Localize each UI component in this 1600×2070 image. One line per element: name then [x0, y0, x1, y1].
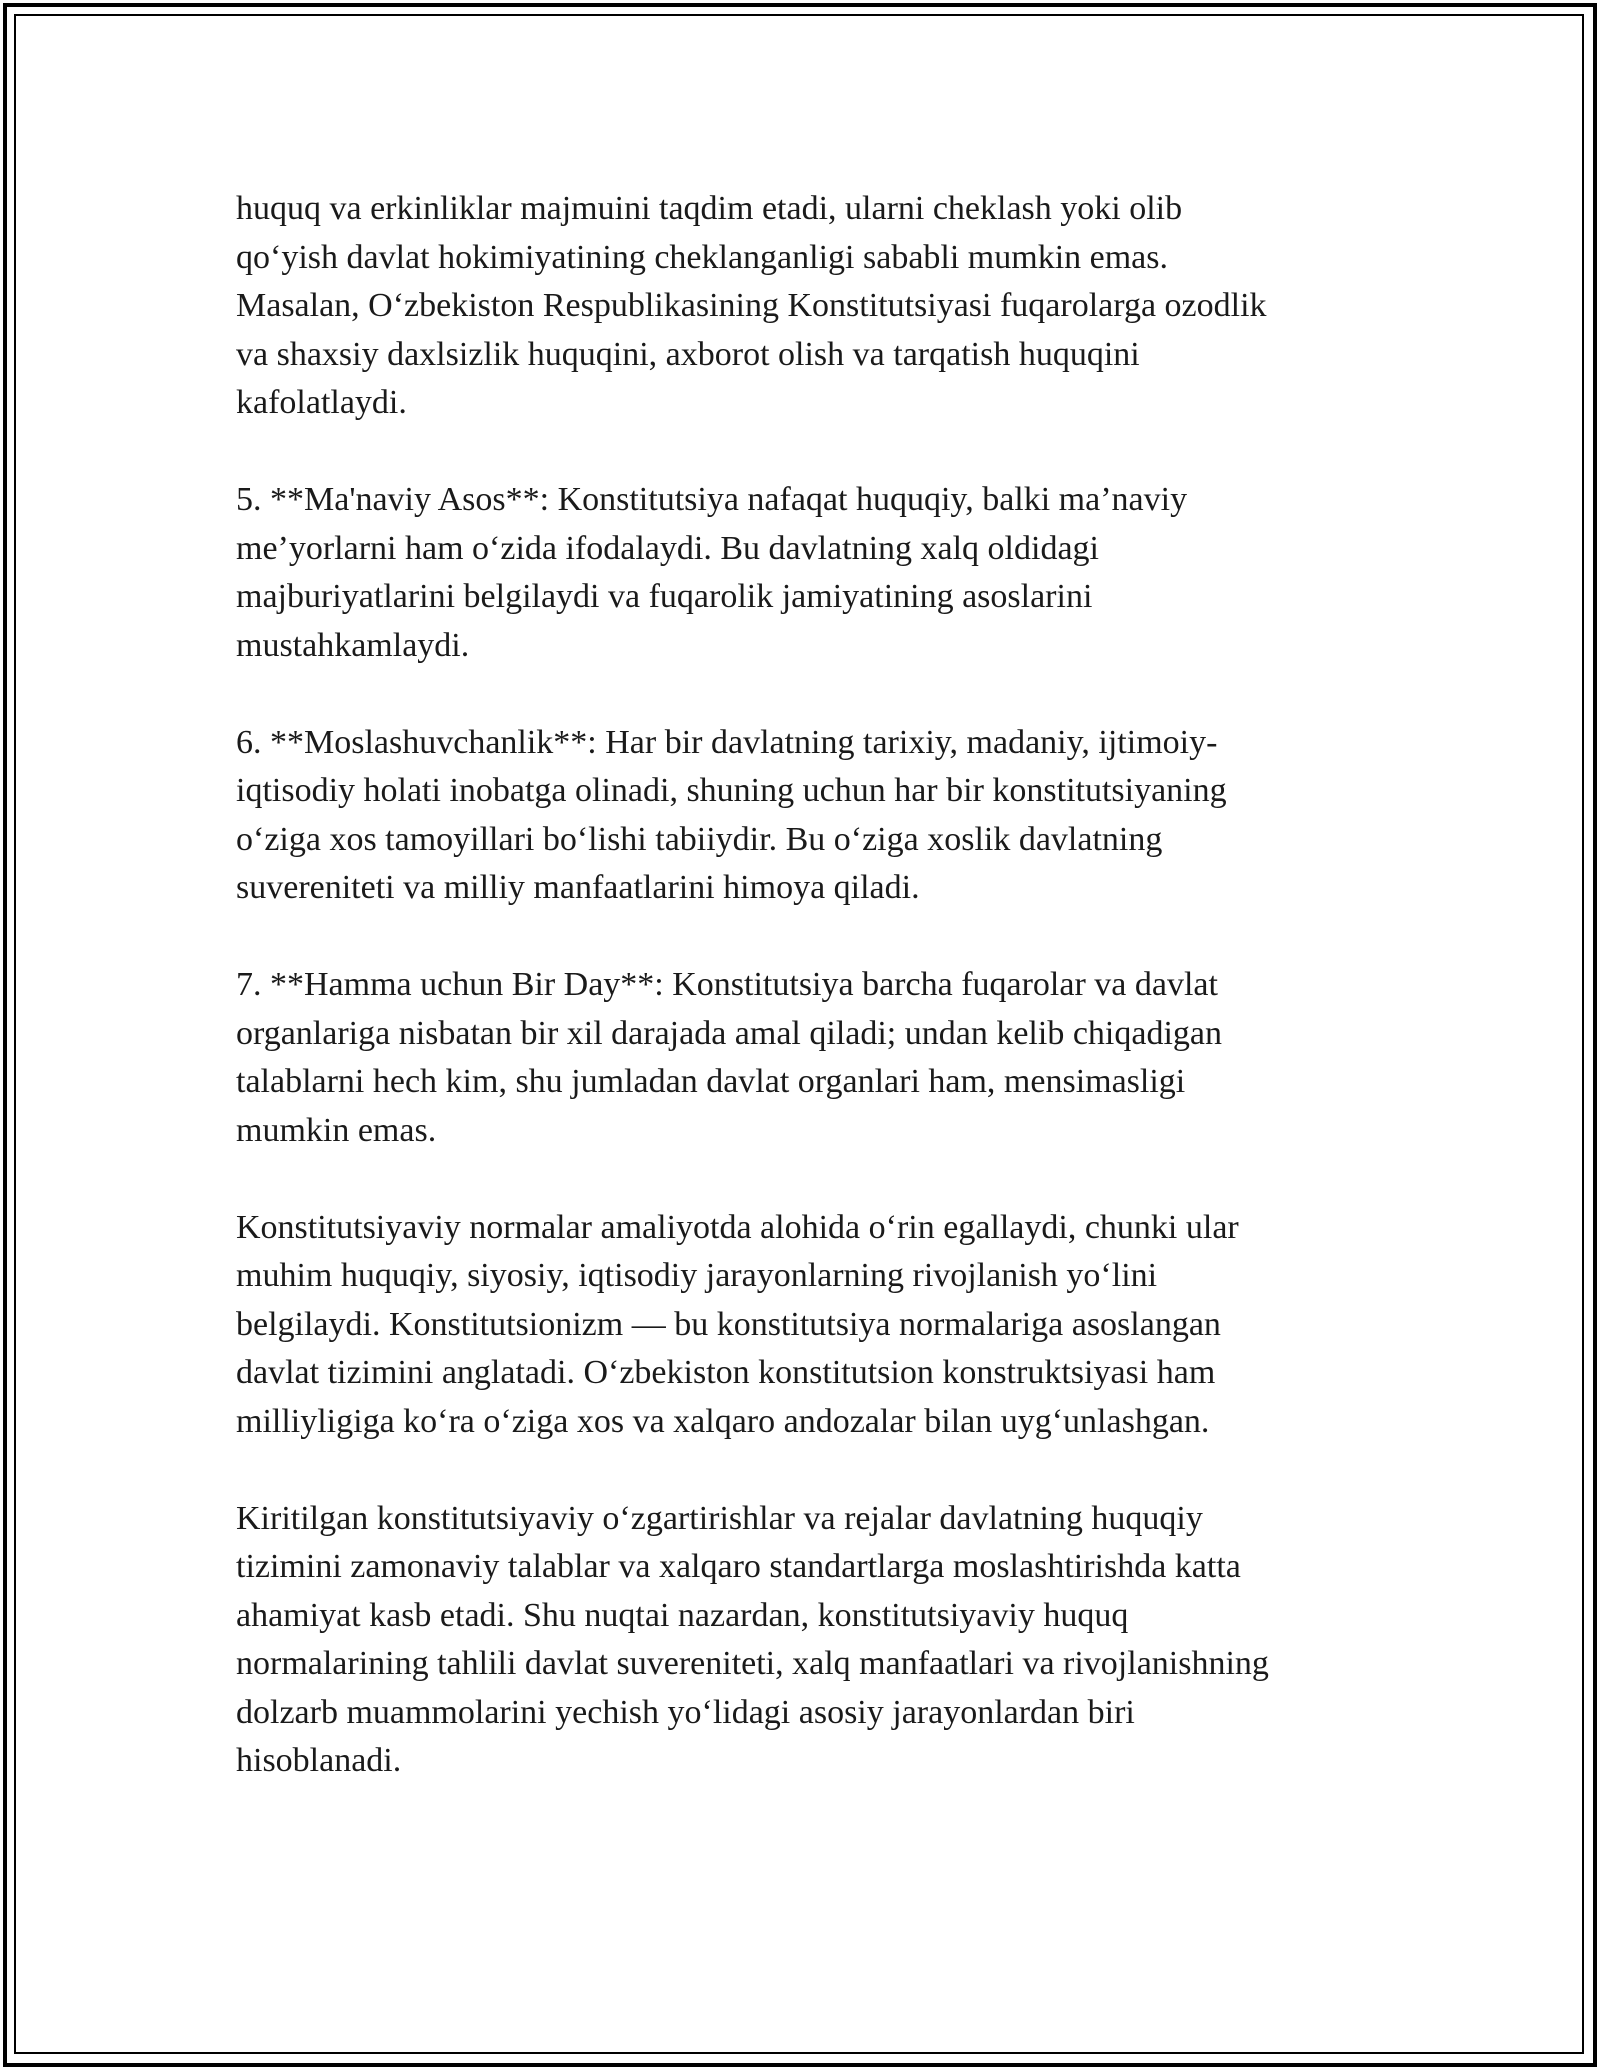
paragraph-rights: huquq va erkinliklar majmuini taqdim etadi, ularni cheklash yoki olib qo‘yish davlat hokimiyatining cheklanganligi sababli mumkin emas. Masalan, O‘zbekiston Respublikasining Konstitutsiyasi fuqarolarga ozodlik va shaxsiy daxlsizlik huquqini, axborot olish va tarqatish huquqini kafolatlaydi. — [236, 190, 1267, 421]
paragraph-constitutional-norms: Konstitutsiyaviy normalar amaliyotda alohida o‘rin egallaydi, chunki ular muhim huquqiy, siyosiy, iqtisodiy jarayonlarning rivojlanish yo‘lini belgilaydi. Konstitutsionizm — bu konstitutsiya normalariga asoslangan davlat tizimini anglatadi. O‘zbekiston konstitutsion konstruktsiyasi ham milliyligiga ko‘ra o‘ziga xos va xalqaro andozalar bilan uyg‘unlashgan. — [236, 1208, 1239, 1440]
paragraph-equal-for-all: 7. **Hamma uchun Bir Day**: Konstitutsiya barcha fuqarolar va davlat organlariga nisbatan bir xil darajada amal qiladi; undan kelib chiqadigan talablarni hech kim, shu jumladan davlat organlari ham, mensimasligi mumkin emas. — [236, 966, 1222, 1149]
paragraph-spiritual-basis: 5. **Ma'naviy Asos**: Konstitutsiya nafaqat huquqiy, balki ma’naviy me’yorlarni ham o‘zida ifodalaydi. Bu davlatning xalq oldidagi majburiyatlarini belgilaydi va fuqarolik jamiyatining asoslarini mustahkamlaydi. — [236, 481, 1188, 664]
paragraph-flexibility: 6. **Moslashuvchanlik**: Har bir davlatning tarixiy, madaniy, ijtimoiy- iqtisodiy holati inobatga olinadi, shuning uchun har bir konstitutsiyaning o‘ziga xos tamoyillari bo‘lishi tabiiydir. Bu o‘ziga xoslik davlatning suvereniteti va milliy manfaatlarini himoya qiladi. — [236, 723, 1227, 906]
document-body — [236, 185, 1361, 1786]
paragraph-amendments: Kiritilgan konstitutsiyaviy o‘zgartirishlar va rejalar davlatning huquqiy tizimini zamonaviy talablar va xalqaro standartlarga moslashtirishda katta ahamiyat kasb etadi. Shu nuqtai nazardan, konstitutsiyaviy huquq normalarining tahlili davlat suvereniteti, xalq manfaatlari va rivojlanishning dolzarb muammolarini yechish yo‘lidagi asosiy jarayonlardan biri hisoblanadi. — [236, 1499, 1269, 1779]
